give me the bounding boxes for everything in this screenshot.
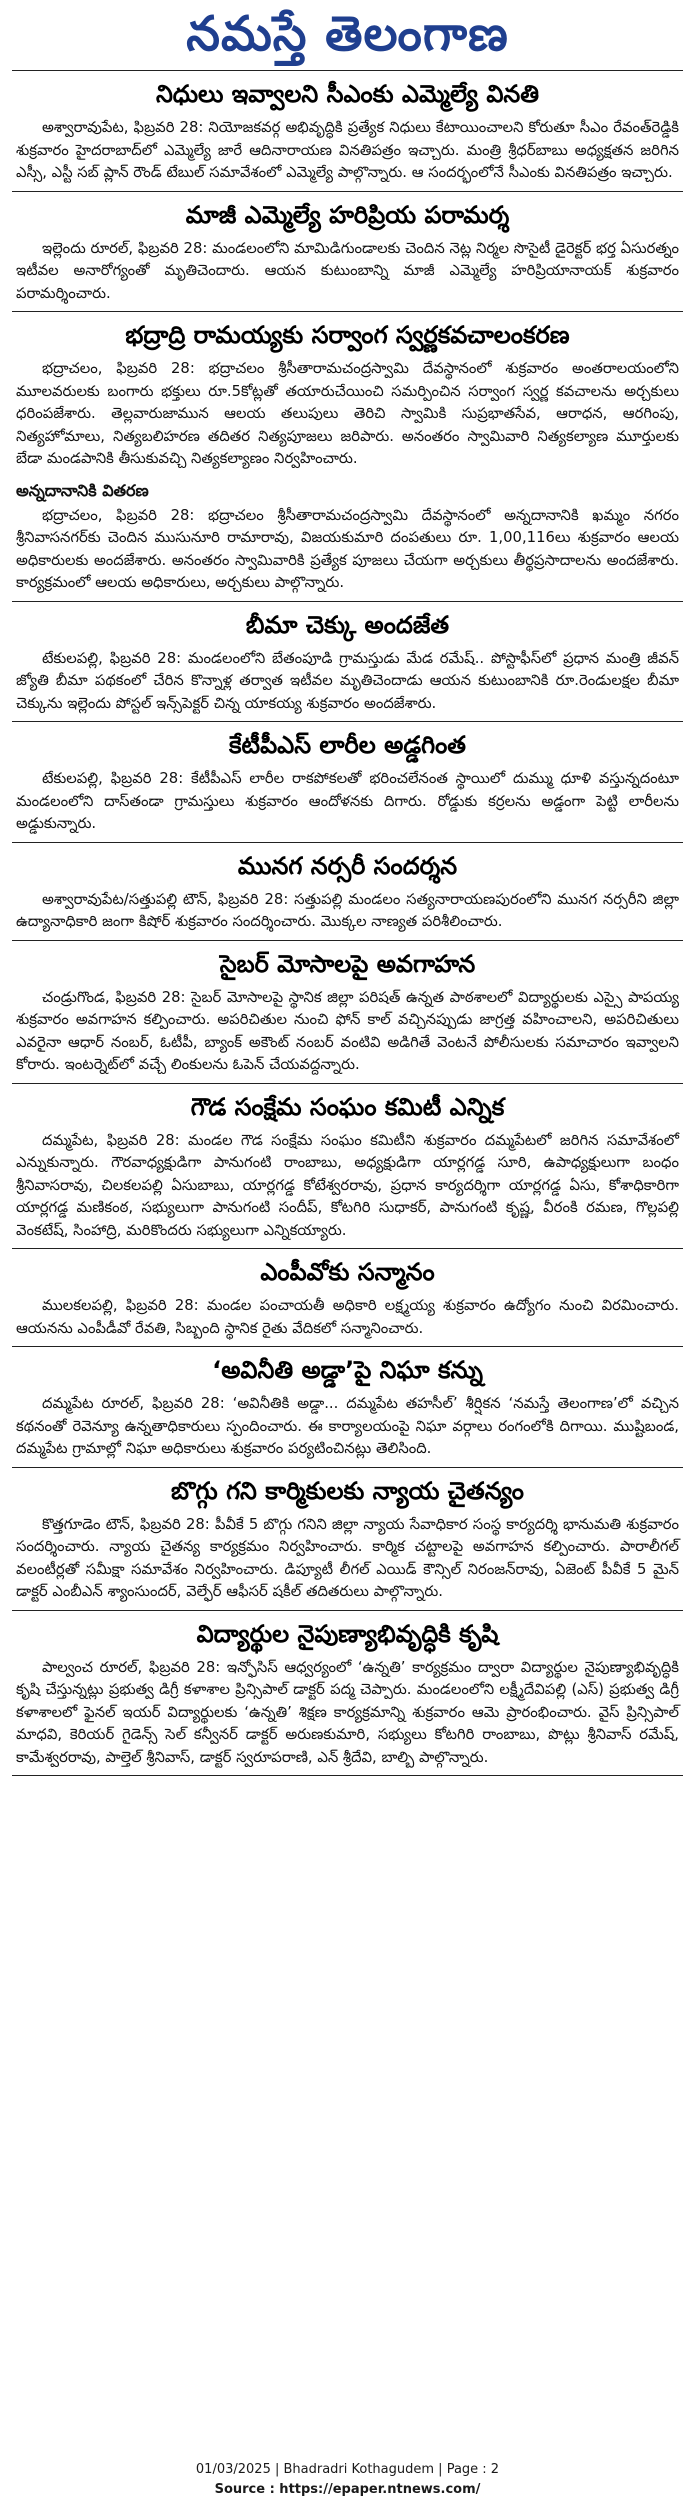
article-body: టేకులపల్లి, ఫిబ్రవరి 28: మండలంలోని బేతంపూడి గ్రామస్తుడు మేడ రమేష్.. పోస్టాఫీస్‌లో ప్రధాన మంత్రి జీవన్ జ్యోతి బీమా పథకంలో చేరిన కొన్నాళ్ల తర్వాత ఇటీవల మృతిచెందాడు ఆయన కుటుంబానికి రూ.రెండులక్షల బీమా చెక్కును ఇల్లెందు పోస్టల్ ఇన్స్‌పెక్టర్ చిన్న యాకయ్య శుక్రవారం అందజేశారు. (16, 649, 679, 712)
article-headline: భద్రాద్రి రామయ్యకు సర్వాంగ స్వర్ణకవచాలంకరణ (125, 321, 570, 349)
article-insurance-cheque (12, 602, 683, 722)
article-ex-mla-visit (12, 192, 683, 312)
article-body: అశ్వారావుపేట/సత్తుపల్లి టౌన్, ఫిబ్రవరి 28: సత్తుపల్లి మండలం సత్యనారాయణపురంలోని మునగ నర్సరీని జిల్లా ఉద్యానాధికారి జంగా కిషోర్ శుక్రవారం సందర్శించారు. మొక్కల నాణ్యత పరిశీలించారు. (16, 890, 679, 930)
article-headline: మునగ నర్సరీ సందర్శన (237, 851, 458, 880)
article-body: భద్రాచలం, ఫిబ్రవరి 28: భద్రాచలం శ్రీసీతారామచంద్రస్వామి దేవస్థానంలో శుక్రవారం అంతరాలయంలోని మూలవరులకు బంగారు భక్తులు రూ.5కోట్లతో తయారుచేయించి సమర్పించిన సర్వాంగ స్వర్ణ కవచాలను అర్చకులు ధరింపజేశారు. తెల్లవారుజామున ఆలయ తలుపులు తెరిచి స్వామికి సుప్రభాతసేవ, ఆరాధన, ఆరగింపు, నిత్యహోమాలు, నిత్యబలిహరణ తదితర నిత్యపూజలు జరిపారు. అనంతరం స్వామివారి నిత్యకల్యాణ మూర్తులకు బేడా మండపానికి తీసుకువచ్చి నిత్యకల్యాణం నిర్వహించారు. (16, 360, 679, 467)
article-headline: బొగ్గు గని కార్మికులకు న్యాయ చైతన్యం (171, 1476, 524, 1505)
article-gold-armour (12, 312, 683, 601)
footer-source: Source : https://epaper.ntnews.com/ (214, 2482, 481, 2497)
masthead-title: నమస్తే తెలంగాణ (186, 6, 509, 62)
article-headline: కేటీపీఎస్ లారీల అడ్డగింత (229, 731, 466, 759)
article-gouda-committee (12, 1084, 683, 1249)
article-body-continued: భద్రాచలం, ఫిబ్రవరి 28: భద్రాచలం శ్రీసీతారామచంద్రస్వామి దేవస్థానంలో అన్నదానానికి ఖమ్మం నగరం శ్రీనివాసనగర్‌కు చెందిన ముసునూరి రామారావు, విజయకుమారి దంపతులు రూ. 1,00,116లు శుక్రవారం ఆలయ అధికారులకు అందజేశారు. అనంతరం స్వామివారికి ప్రత్యేక పూజలు చేయగా అర్చకులు తీర్థప్రసాదాలను అందజేశారు. కార్యక్రమంలో ఆలయ అధికారులు, అర్చకులు పాల్గొన్నారు. (16, 506, 679, 591)
masthead (0, 0, 695, 68)
article-student-skills (12, 1611, 683, 1776)
article-body: కొత్తగూడెం టౌన్, ఫిబ్రవరి 28: పీవీకే 5 బొగ్గు గనిని జిల్లా న్యాయ సేవాధికార సంస్థ కార్యదర్శి భానుమతి శుక్రవారం సందర్శించారు. న్యాయ చైతన్య కార్యక్రమం నిర్వహించారు. కార్మిక చట్టాలపై అవగాహన కల్పించారు. పారాలీగల్ వలంటీర్లతో సమీక్షా సమావేశం నిర్వహించారు. డిప్యూటీ లీగల్ ఎయిడ్ కౌన్సిల్ నిరంజన్‌రావు, ఏజెంట్ పీవీకే 5 మైన్ డాక్టర్ ఎంబీఎన్ శ్యాంసుందర్, వెల్ఫేర్ ఆఫీసర్ షకీల్ తదితరులు పాల్గొన్నారు. (16, 1515, 679, 1600)
article-headline: విద్యార్థుల నైపుణ్యాభివృద్ధికి కృషి (196, 1619, 499, 1648)
article-headline: మాజీ ఎమ్మెల్యే హరిప్రియ పరామర్శ (185, 200, 510, 229)
article-body: చండ్రుగొండ, ఫిబ్రవరి 28: సైబర్ మోసాలపై స్థానిక జిల్లా పరిషత్ ఉన్నత పాఠశాలలో విద్యార్థులకు ఎస్సై పాపయ్య శుక్రవారం అవగాహన కల్పించారు. అపరిచితుల నుంచి ఫోన్ కాల్ వచ్చినప్పుడు జాగ్రత్త వహించాలని, అపరిచితులు ఎవరైనా ఆధార్ నంబర్, ఓటీపీ, బ్యాంక్ అకౌంట్ నంబర్ వంటివి అడిగితే వెంటనే పోలీసులకు సమాచారం ఇవ్వాలని కోరారు. ఇంటర్నెట్‌లో వచ్చే లింకులను ఓపెన్ చేయవద్దన్నారు. (16, 988, 679, 1073)
article-body: పాల్వంచ రూరల్, ఫిబ్రవరి 28: ఇన్ఫోసిస్ ఆధ్వర్యంలో ‘ఉన్నతి’ కార్యక్రమం ద్వారా విద్యార్థుల నైపుణ్యాభివృద్ధికి కృషి చేస్తున్నట్లు ప్రభుత్వ డిగ్రీ కళాశాల ప్రిన్సిపాల్ డాక్టర్ పద్మ చెప్పారు. మండలంలోని లక్ష్మీదేవిపల్లి (ఎస్) ప్రభుత్వ డిగ్రీ కళాశాలలో ఫైనల్ ఇయర్ విద్యార్థులకు ‘ఉన్నతి’ శిక్షణ కార్యక్రమాన్ని శుక్రవారం ఆమె ప్రారంభించారు. వైస్ ప్రిన్సిపాల్ మాధవి, కెరియర్ గైడెన్స్ సెల్ కన్వీనర్ డాక్టర్ అరుణకుమారి, సభ్యులు కోటగిరి రాంబాబు, పొట్లు శ్రీనివాస్ రమేష్, కామేశ్వరరావు, పాల్తెల్ శ్రీనివాస్, డాక్టర్ స్వరూపరాణి, ఎన్ శ్రీదేవి, బాల్బి పాల్గొన్నారు. (16, 1658, 679, 1766)
article-mla-petition (12, 71, 683, 191)
article-headline: గౌడ సంక్షేమ సంఘం కమిటీ ఎన్నిక (190, 1092, 505, 1121)
article-body: దమ్మపేట, ఫిబ్రవరి 28: మండల గౌడ సంక్షేమ సంఘం కమిటీని శుక్రవారం దమ్మపేటలో జరిగిన సమావేశంలో ఎన్నుకున్నారు. గౌరవాధ్యక్షుడిగా పానుగంటి రాంబాబు, అధ్యక్షుడిగా యార్లగడ్డ సూరి, ఉపాధ్యక్షులుగా బంధం శ్రీనివాసరావు, చిలకలపల్లి ఏసుబాబు, యార్లగడ్డ కోటేశ్వరరావు, ప్రధాన కార్యదర్శిగా యార్లగడ్డ ఏసు, కోశాధికారిగా యార్లగడ్డ మణికంఠ, సభ్యులుగా పానుగంటి సందీప్, కోటగిరి సుధాకర్, పానుగంటి కృష్ణ, వీరంకి రమణ, గొల్లపల్లి వెంకటేష్, సింహాద్రి, మరికొందరు సభ్యులుగా ఎన్నికయ్యారు. (16, 1131, 679, 1239)
article-subhead: అన్నదానానికి వితరణ (16, 480, 149, 500)
article-body: ములకలపల్లి, ఫిబ్రవరి 28: మండల పంచాయతీ అధికారి లక్ష్మయ్య శుక్రవారం ఉద్యోగం నుంచి విరమించారు. ఆయనను ఎంపీడీవో రేవతి, సిబ్బంది స్థానిక రైతు వేదికలో సన్మానించారు. (16, 1297, 679, 1337)
newspaper-page (12, 70, 683, 1776)
article-body: ఇల్లెందు రూరల్, ఫిబ్రవరి 28: మండలంలోని మామిడిగుండాలకు చెందిన నెట్ల నిర్మల సొసైటీ డైరెక్టర్ భర్త ఏసురత్నం ఇటీవల అనారోగ్యంతో మృతిచెందారు. ఆయన కుటుంబాన్ని మాజీ ఎమ్మెల్యే హరిప్రియానాయక్ శుక్రవారం పరామర్శించారు. (16, 239, 679, 302)
divider (12, 1775, 683, 1776)
article-headline: ‘అవినీతి అడ్డా’పై నిఘా కన్ను (212, 1356, 483, 1384)
article-body: అశ్వారావుపేట, ఫిబ్రవరి 28: నియోజకవర్గ అభివృద్ధికి ప్రత్యేక నిధులు కేటాయించాలని కోరుతూ సీఎం రేవంత్‌రెడ్డికి శుక్రవారం హైదరాబాద్‌లో ఎమ్మెల్యే జారే ఆదినారాయణ వినతిపత్రం ఇచ్చారు. మంత్రి శ్రీధర్‌బాబు అధ్యక్షతన జరిగిన ఎస్సీ, ఎస్టీ సబ్ ప్లాన్ రౌండ్ టేబుల్ సమావేశంలో ఎమ్మెల్యే పాల్గొన్నారు. ఆ సందర్భంలోనే సీఎంకు వినతిపత్రం ఇచ్చారు. (16, 119, 679, 181)
article-headline: నిధులు ఇవ్వాలని సీఎంకు ఎమ్మెల్యే వినతి (155, 80, 540, 108)
article-headline: బీమా చెక్కు అందజేత (245, 610, 450, 639)
article-lorry-blockade (12, 722, 683, 842)
article-corruption-watch (12, 1347, 683, 1467)
page-footer (0, 2460, 695, 2500)
article-body: దమ్మపేట రూరల్, ఫిబ్రవరి 28: ‘అవినీతికి అడ్డా... దమ్మపేట తహసీల్’ శీర్షికన ‘నమస్తే తెలంగాణ’లో వచ్చిన కథనంతో రెవెన్యూ ఉన్నతాధికారులు స్పందించారు. ఈ కార్యాలయంపై నిఘా వర్గాలు రంగంలోకి దిగాయి. ముష్టిబండ, దమ్మపేట గ్రామాల్లో నిఘా అధికారులు శుక్రవారం పర్యటించినట్లు తెలిసింది. (16, 1395, 679, 1457)
article-headline: సైబర్ మోసాలపై అవగాహన (219, 949, 476, 978)
footer-dateline: 01/03/2025 | Bhadradri Kothagudem | Page : 2 (195, 2462, 500, 2477)
article-nursery-visit (12, 843, 683, 940)
article-mine-legal-awareness (12, 1468, 683, 1610)
article-mpo-felicitation (12, 1249, 683, 1346)
article-body: టేకులపల్లి, ఫిబ్రవరి 28: కేటీపీఎస్ లారీల రాకపోకలతో భరించలేనంత స్థాయిలో దుమ్ము ధూళి వస్తున్నదంటూ మండలంలోని దాస్‌తండా గ్రామస్తులు శుక్రవారం ఆందోళనకు దిగారు. రోడ్డుకు కర్రలను అడ్డంగా పెట్టి లారీలను అడ్డుకున్నారు. (16, 770, 679, 832)
article-cyber-awareness (12, 941, 683, 1083)
article-headline: ఎంపీవోకు సన్మానం (260, 1258, 435, 1286)
